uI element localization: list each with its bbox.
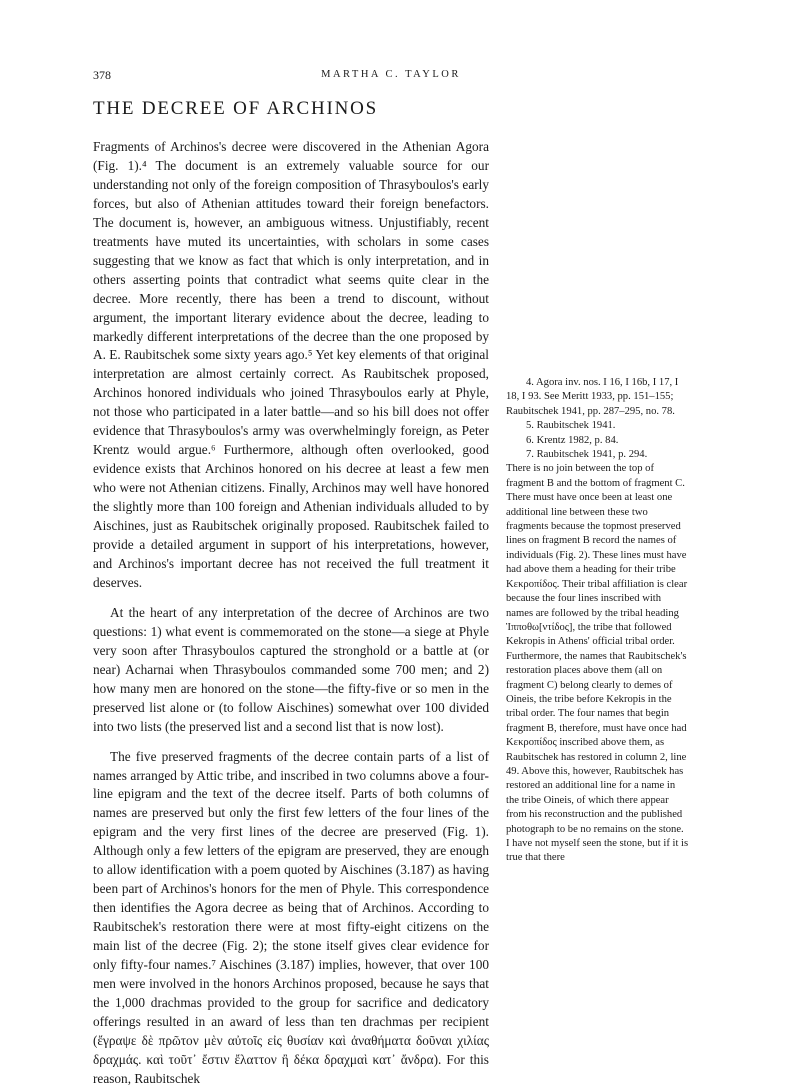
section-title: THE DECREE OF ARCHINOS xyxy=(93,98,379,119)
footnote-6: 6. Krentz 1982, p. 84. xyxy=(526,434,619,446)
body-paragraph: At the heart of any interpretation of the decree of Archinos are two questions: 1) what event is commemorated on the stone—a siege at Phyle very soon after Thrasyboulos captured the stronghold or a battle at (or near) Acharnai when Thrasyboulos commanded some 700 men; and 2) how many men are honored on the stone—the fifty-five or so men in the preserved list alone or (to follow Aischines) somewhat over 100 divided into two lists (the preserved list and a second list that is now lost). xyxy=(93,604,489,734)
footnote-7-continuation: There is no join between the top of fragment B and the bottom of fragment C. There must have once been at least one additional line between these two fragments because the topmost preserved lines on fragment B record the names of individuals (Fig. 2). These lines must have had above them a heading for their tribe Κεκροπίδος. Their tribal affiliation is clear because the four lines inscribed with names are followed by the tribal heading Ἱπποθω[ντίδος], the tribe that followed Kekropis in Athens' official tribal order. Furthermore, the names that Raubitschek's restoration places above them (all on fragment C) belong clearly to demes of Oineis, the tribe before Kekropis in the tribal order. The four names that begin fragment B, therefore, must have once had Κεκροπίδος inscribed above them, as Raubitschek has restored in column 2, line 49. Above this, however, Raubitschek has restored an additional line for a name in the tribe Oineis, of which there appear from his reconstruction and the published photograph to be no remains on the stone. I have not myself seen the stone, but if it is true that there xyxy=(506,463,689,864)
footnote-7: 7. Raubitschek 1941, p. 294. xyxy=(526,449,648,461)
body-paragraph: The five preserved fragments of the decree contain parts of a list of names arranged by Attic tribe, and inscribed in two columns above a four-line epigram and the text of the decree itself. Parts of both columns of names are preserved but only the first few letters of the four lines of the epigram and the very first lines of the decree are preserved (Fig. 1). Although only a few letters of the epigram are preserved, they are enough to allow identification with a poem quoted by Aischines (3.187) as having been part of Archinos's honors for the men of Phyle. This correspondence then identifies the Agora decree as being that of Archinos. According to Raubitschek's restoration there were at most fifty-eight citizens on the main list of the decree (Fig. 2); the stone itself gives clear evidence for only fifty-four names.⁷ Aischines (3.187) implies, however, that over 100 men were involved in the honors Archinos proposed, because he says that the 1,000 drachmas provided to the group for sacrifice and dedicatory offerings resulted in an award of less than ten drachmas per recipient (ἔγραψε δὲ πρῶτον μὲν αὐτοῖς εἰς θυσίαν καὶ ἀναθήματα δοῦναι χιλίας δραχμάς. καὶ τοῦτ᾽ ἔστιν ἔλαττον ἢ δέκα δραχμαὶ κατ᾽ ἄνδρα). For this reason, Raubitschek xyxy=(93,748,489,1086)
footnote-4: 4. Agora inv. nos. I 16, I 16b, I 17, I 18, I 93. See Meritt 1933, pp. 151–155; Raubitschek 1941, pp. 287–295, no. 78. xyxy=(506,377,679,417)
page-number: 378 xyxy=(93,68,111,82)
running-head: MARTHA C. TAYLOR xyxy=(321,69,461,80)
body-paragraph: Fragments of Archinos's decree were discovered in the Athenian Agora (Fig. 1).⁴ The document is an extremely valuable source for our understanding not only of the foreign composition of Thrasyboulos's early forces, but also of Athenian attitudes toward their foreign benefactors. The document is, however, an ambiguous witness. Unjustifiably, recent treatments have muted its uncertainties, with scholars in some cases suggesting that we know as fact that which is only interpretation, and in others asserting points that contradict what seems quite clear in the decree. More recently, there has been a trend to discount, without argument, the important literary evidence about the decree, leading to markedly different interpretations of the decree than the one proposed by A. E. Raubitschek some sixty years ago.⁵ Yet key elements of that original interpretation are almost certainly correct. As Raubitschek proposed, Archinos honored individuals who joined Thrasyboulos early at Phyle, not those who participated in a later battle—and so his bill does not offer evidence that Thrasyboulos's army was overwhelmingly foreign, as Peter Krentz would argue.⁶ Furthermore, although often overlooked, good evidence exists that Archinos honored on his decree at least a few men who were not Athenian citizens. Finally, Archinos may well have honored the slightly more than 100 foreign and Athenian individuals alluded to by Aischines, just as Raubitschek originally proposed. Raubitschek failed to provide a detailed argument in support of his interpretations, however, and Archinos's important decree has not received the full treatment it deserves. xyxy=(93,139,489,590)
main-text-column xyxy=(93,138,489,1089)
footnote-5: 5. Raubitschek 1941. xyxy=(526,420,616,432)
footnotes-column xyxy=(506,376,689,866)
